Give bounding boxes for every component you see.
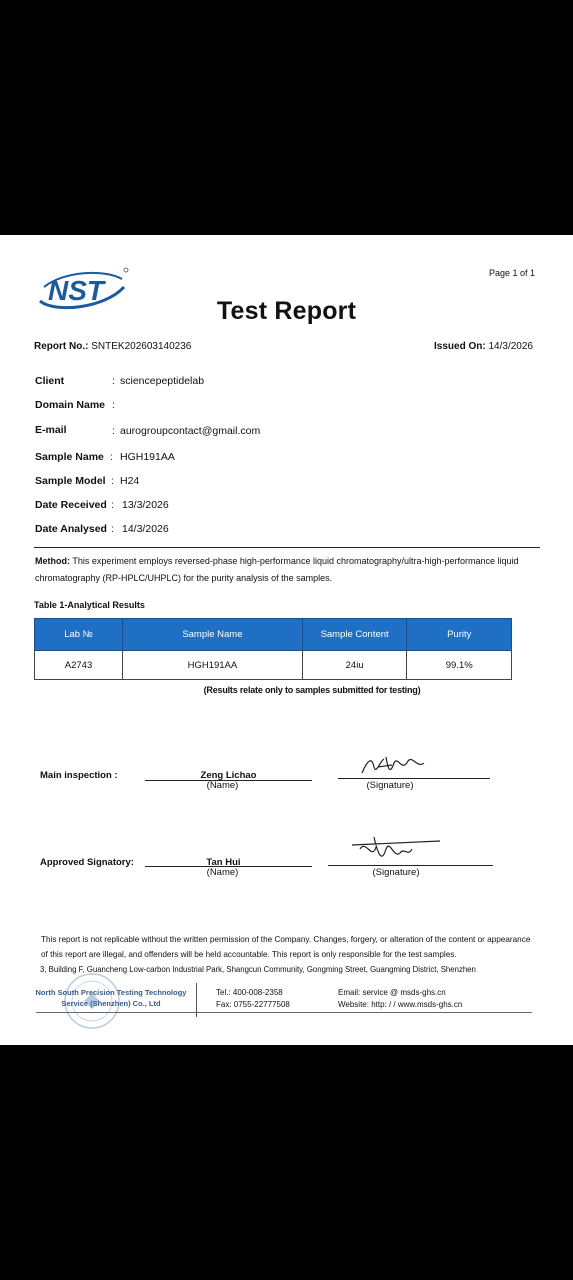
- report-page: [0, 235, 573, 1045]
- footer-email: Email: service @ msds-ghs.cn: [338, 988, 446, 997]
- company-name: North South Precision Testing Technology Service (Shenzhen) Co., Ltd: [35, 988, 187, 1008]
- signature-tan: [350, 835, 442, 867]
- signature-caption: (Signature): [366, 780, 414, 791]
- signature-zeng: [358, 753, 428, 781]
- page-title: Test Report: [216, 297, 357, 325]
- header-sample-name: Sample Name: [123, 619, 303, 651]
- signature-line: [328, 865, 493, 866]
- email-value: aurogroupcontact@gmail.com: [120, 425, 261, 437]
- sample-name-label: Sample Name: [35, 451, 104, 463]
- date-analysed-label: Date Analysed: [35, 523, 107, 535]
- cell-purity: 99.1%: [407, 651, 512, 680]
- email-label: E-mail: [35, 424, 67, 436]
- domain-label: Domain Name: [35, 399, 106, 411]
- issued-on: [434, 341, 533, 352]
- report-number: [34, 341, 191, 352]
- name-caption: (Name): [206, 780, 239, 791]
- date-received-colon: :: [111, 499, 114, 511]
- disclaimer: This report is not replicable without the written permission of the Company. Changes, forgery, or alteration of the content or appearance of this report are illegal, and offenders will be held accountable. This report is only responsible for the test samples.: [41, 935, 531, 959]
- date-received-value: 13/3/2026: [122, 499, 169, 511]
- method-text: This experiment employs reversed-phase high-performance liquid chromatography/ultra-high-performance liquid chromatography (RP-HPLC/UHPLC) for the purity analysis of the samples.: [35, 556, 519, 583]
- page-number: Page 1 of 1: [488, 268, 535, 278]
- method-paragraph: [35, 553, 530, 587]
- footer-website: Website: http: / / www.msds-ghs.cn: [338, 1000, 463, 1009]
- sample-name-value: HGH191AA: [120, 451, 175, 463]
- client-value: sciencepeptidelab: [120, 375, 205, 387]
- sample-model-colon: :: [111, 475, 114, 487]
- address: 3, Building F, Guancheng Low-carbon Industrial Park, Shangcun Community, Gongming Street, Guangming District, Shenzhen: [40, 965, 476, 974]
- domain-colon: :: [112, 399, 115, 411]
- signature-caption: (Signature): [372, 867, 420, 878]
- date-analysed-value: 14/3/2026: [122, 523, 169, 535]
- client-label: Client: [35, 375, 65, 387]
- divider: [34, 547, 540, 548]
- logo-text: NST: [48, 275, 104, 306]
- method-label: Method:: [35, 556, 70, 566]
- report-number-value: SNTEK202603140236: [91, 341, 192, 352]
- footer-rule: [36, 1012, 532, 1013]
- date-received-label: Date Received: [35, 499, 107, 511]
- name-caption: (Name): [206, 867, 239, 878]
- header-purity: Purity: [407, 619, 512, 651]
- approved-name: Tan Hui: [206, 857, 241, 868]
- issued-on-value: 14/3/2026: [488, 341, 533, 352]
- sample-model-label: Sample Model: [35, 475, 106, 487]
- main-inspection-label: Main inspection :: [40, 770, 118, 781]
- email-colon: :: [112, 425, 115, 437]
- table-header-row: [35, 619, 512, 651]
- table-title: Table 1-Analytical Results: [34, 600, 145, 610]
- issued-on-label: Issued On:: [434, 341, 486, 352]
- cell-sample-name: HGH191AA: [123, 651, 303, 680]
- date-analysed-colon: :: [111, 523, 114, 535]
- approved-signatory-label: Approved Signatory:: [40, 857, 134, 868]
- header-sample-content: Sample Content: [302, 619, 407, 651]
- sample-name-colon: :: [110, 451, 113, 463]
- report-number-label: Report No.:: [34, 341, 89, 352]
- results-table: [34, 618, 512, 680]
- cell-sample-content: 24iu: [302, 651, 407, 680]
- sample-model-value: H24: [120, 475, 140, 487]
- footer-tel: Tel.: 400-008-2358: [216, 988, 283, 997]
- main-inspector-name: Zeng Lichao: [200, 770, 257, 781]
- table-row: [35, 651, 512, 680]
- footer-fax: Fax: 0755-22777508: [216, 1000, 290, 1009]
- signature-line: [338, 778, 490, 779]
- cell-lab-no: A2743: [35, 651, 123, 680]
- client-colon: :: [112, 375, 115, 387]
- header-lab-no: Lab №: [35, 619, 123, 651]
- results-note: (Results relate only to samples submitted for testing): [203, 685, 421, 695]
